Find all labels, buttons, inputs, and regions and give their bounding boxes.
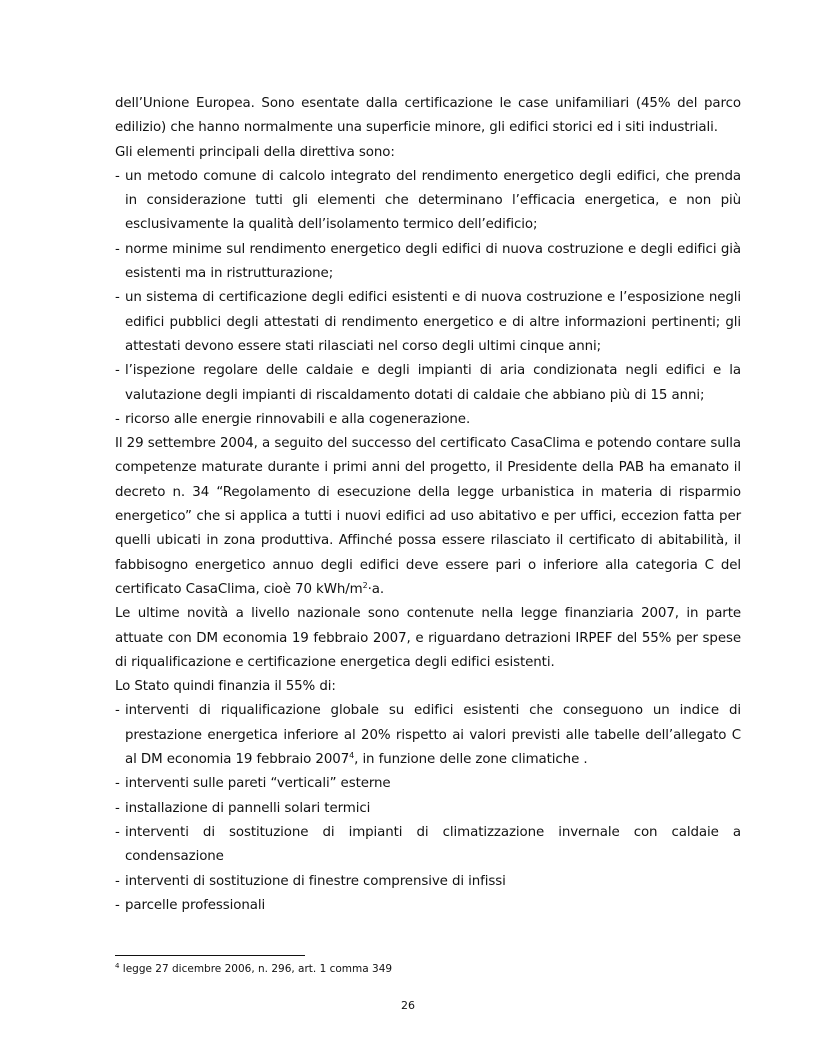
footnote [115,962,392,976]
list-item: - interventi di sostituzione di finestre comprensive di infissi [115,870,741,894]
list-item: - parcelle professionali [115,894,741,918]
directive-elements-list [115,165,741,432]
paragraph-elements-intro: Gli elementi principali della direttiva sono: [115,144,395,160]
list-item: - interventi di riqualificazione globale su edifici esistenti che conseguono un indice di prestazione energetica inferiore al 20% rispetto ai valori previsti alle tabelle dell’allegato C al DM economia 19 febbraio 2007$^4$, in funzione delle zone climatiche . [115,699,741,772]
paragraph-intro: dell’Unione Europea. Sono esentate dalla certificazione le case unifamiliari (45% del parco edilizio) che hanno normalmente una superficie minore, gli edifici storici ed i siti industriali. [115,96,741,136]
list-dash: - [115,411,120,427]
list-dash: - [115,776,120,792]
financed-interventions-list [115,699,741,918]
footnote-separator [115,955,305,956]
list-dash: - [115,290,120,306]
footnote-marker: 4 [115,962,120,970]
list-dash: - [115,897,120,913]
list-dash: - [115,800,120,816]
paragraph-finance-law: Le ultime novità a livello nazionale sono contenute nella legge finanziaria 2007, in parte attuate con DM economia 19 febbraio 2007, e riguardano detrazioni IRPEF del 55% per spese di riqualificazione e certificazione energetica degli edifici esistenti. [115,606,741,670]
page-number: 26 [401,999,415,1012]
list-dash: - [115,703,120,719]
list-item: - ricorso alle energie rinnovabili e alla cogenerazione. [115,408,741,432]
list-dash: - [115,363,120,379]
superscript: 2 [362,580,368,590]
footnote-reference: 4 [349,751,355,761]
list-dash: - [115,241,120,257]
list-dash: - [115,824,120,840]
body-text [115,92,741,918]
list-item: - l’ispezione regolare delle caldaie e degli impianti di aria condizionata negli edifici e la valutazione degli impianti di riscaldamento dotati di caldaie che abbiano più di 15 anni; [115,359,741,408]
paragraph-decree: Il 29 settembre 2004, a seguito del successo del certificato CasaClima e potendo contare sulla competenze maturate durante i primi anni del progetto, il Presidente della PAB ha emanato il decreto n. 34 “Regolamento di esecuzione della legge urbanistica in materia di risparmio energetico” che si applica a tutti i nuovi edifici ad uso abitativo e per uffici, eccezion fatta per quelli ubicati in zona produttiva. Affinché possa essere rilasciato il certificato di abitabilità, il fabbisogno energetico annuo degli edifici deve essere pari o inferiore alla categoria C del certificato CasaClima, cioè 70 kWh/$m^2\cdot a$. [115,436,741,597]
list-item: - interventi sulle pareti “verticali” esterne [115,772,741,796]
list-item: - un metodo comune di calcolo integrato del rendimento energetico degli edifici, che prenda in considerazione tutti gli elementi che determinano l’efficacia energetica, e non più esclusivamente la qualità dell’isolamento termico dell’edificio; [115,165,741,238]
list-dash: - [115,873,120,889]
list-item: - un sistema di certificazione degli edifici esistenti e di nuova costruzione e l’esposizione negli edifici pubblici degli attestati di rendimento energetico e di altre informazioni pertinenti; gli attestati devono essere stati rilasciati nel corso degli ultimi cinque anni; [115,286,741,359]
paragraph-state-finances: Lo Stato quindi finanzia il 55% di: [115,679,336,695]
footnote-text: legge 27 dicembre 2006, n. 296, art. 1 comma 349 [119,963,393,975]
list-item: - interventi di sostituzione di impianti di climatizzazione invernale con caldaie a condensazione [115,821,741,870]
list-item: - installazione di pannelli solari termici [115,797,741,821]
list-item: - norme minime sul rendimento energetico degli edifici di nuova costruzione e degli edifici già esistenti ma in ristrutturazione; [115,238,741,287]
list-dash: - [115,168,120,184]
